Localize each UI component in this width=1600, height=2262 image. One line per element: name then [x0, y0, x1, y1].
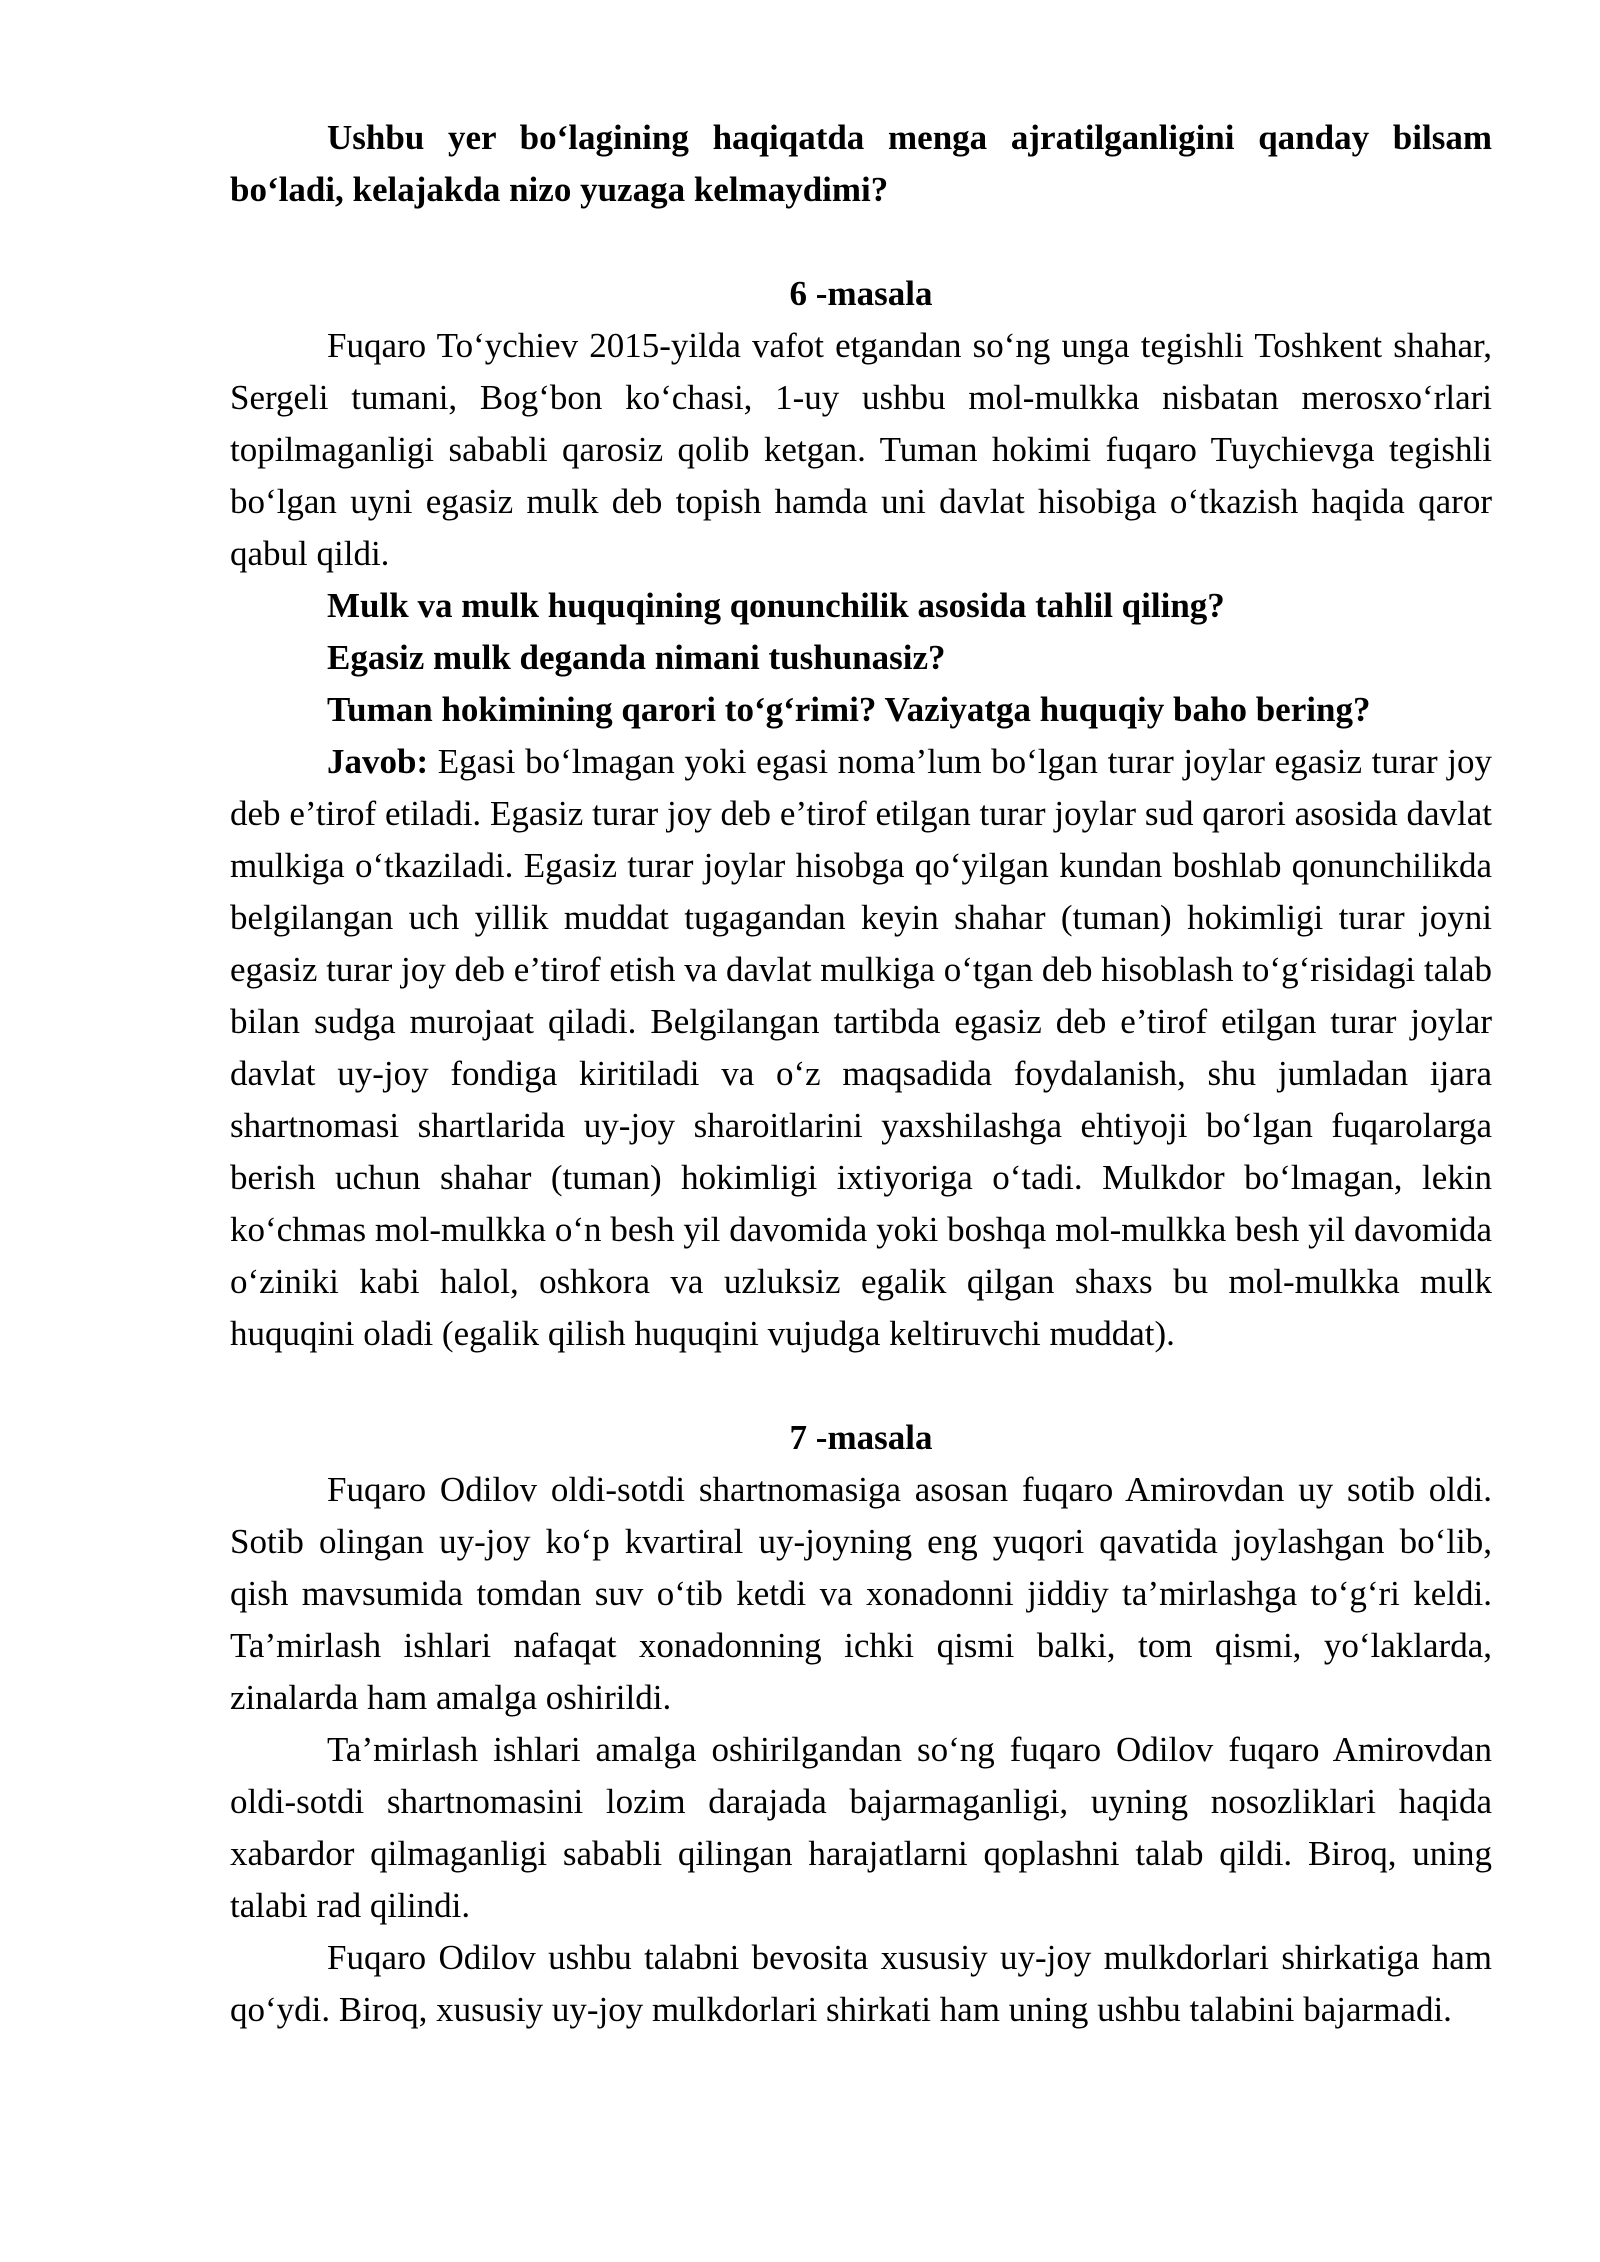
case-6-answer — [230, 736, 1492, 1360]
case-6-heading: 6 -masala — [789, 274, 933, 313]
case-6-question-2: Egasiz mulk deganda nimani tushunasiz? — [327, 638, 946, 677]
spacer — [230, 1360, 1492, 1412]
case-6-text: Fuqaro To‘ychiev 2015-yilda vafot etgandan so‘ng unga tegishli Toshkent shahar, Sergeli tumani, Bog‘bon ko‘chasi, 1-uy ushbu mol-mulkka nisbatan merosxo‘rlari topilmaganligi sababli qarosiz qolib ketgan. Tuman hokimi fuqaro Tuychievga tegishli bo‘lgan uyni egasiz mulk deb topish hamda uni davlat hisobiga o‘tkazish haqida qaror qabul qildi. — [230, 326, 1492, 573]
document-page — [230, 112, 1492, 2036]
case-7-heading: 7 -masala — [789, 1418, 933, 1457]
case-7-paragraph-2: Ta’mirlash ishlari amalga oshirilgandan so‘ng fuqaro Odilov fuqaro Amirovdan oldi-sotdi shartnomasini lozim darajada bajarmaganligi, uyning nosozliklari haqida xabardor qilmaganligi sababli qilingan harajatlarni qoplashni talab qildi. Biroq, uning talabi rad qilindi. — [230, 1730, 1492, 1925]
answer-text: Egasi bo‘lmagan yoki egasi noma’lum bo‘lgan turar joylar egasiz turar joy deb e’tirof etiladi. Egasiz turar joy deb e’tirof etilgan turar joylar sud qarori asosida davlat mulkiga o‘tkaziladi. Egasiz turar joylar hisobga qo‘yilgan kundan boshlab qonunchilikda belgilangan uch yillik muddat tugagandan keyin shahar (tuman) hokimligi turar joyni egasiz turar joy deb e’tirof etish va davlat mulkiga o‘tgan deb hisoblash to‘g‘risidagi talab bilan sudga murojaat qiladi. Belgilangan tartibda egasiz deb e’tirof etilgan turar joylar davlat uy-joy fondiga kiritiladi va o‘z maqsadida foydalanish, shu jumladan ijara shartnomasi shartlarida uy-joy sharoitlarini yaxshilashga ehtiyoji bo‘lgan fuqarolarga berish uchun shahar (tuman) hokimligi ixtiyoriga o‘tadi. Mulkdor bo‘lmagan, lekin ko‘chmas mol-mulkka o‘n besh yil davomida yoki boshqa mol-mulkka besh yil davomida o‘ziniki kabi halol, oshkora va uzluksiz egalik qilgan shaxs bu mol-mulkka mulk huquqini oladi (egalik qilish huquqini vujudga keltiruvchi muddat). — [230, 742, 1492, 1353]
intro-question: Ushbu yer bo‘lagining haqiqatda menga ajratilganligini qanday bilsam bo‘ladi, kelajakda nizo yuzaga kelmaydimi? — [230, 118, 1492, 209]
case-7-paragraph-3: Fuqaro Odilov ushbu talabni bevosita xususiy uy-joy mulkdorlari shirkatiga ham qo‘ydi. Biroq, xususiy uy-joy mulkdorlari shirkati ham uning ushbu talabini bajarmadi. — [230, 1938, 1492, 2029]
case-6-question-3: Tuman hokimining qarori to‘g‘rimi? Vaziyatga huquqiy baho bering? — [327, 690, 1371, 729]
answer-label: Javob: — [327, 742, 429, 781]
spacer — [230, 216, 1492, 268]
case-6-question-1: Mulk va mulk huquqining qonunchilik asosida tahlil qiling? — [327, 586, 1225, 625]
case-7-paragraph-1: Fuqaro Odilov oldi-sotdi shartnomasiga asosan fuqaro Amirovdan uy sotib oldi. Sotib olingan uy-joy ko‘p kvartiral uy-joyning eng yuqori qavatida joylashgan bo‘lib, qish mavsumida tomdan suv o‘tib ketdi va xonadonni jiddiy ta’mirlashga to‘g‘ri keldi. Ta’mirlash ishlari nafaqat xonadonning ichki qismi balki, tom qismi, yo‘laklarda, zinalarda ham amalga oshirildi. — [230, 1470, 1492, 1717]
